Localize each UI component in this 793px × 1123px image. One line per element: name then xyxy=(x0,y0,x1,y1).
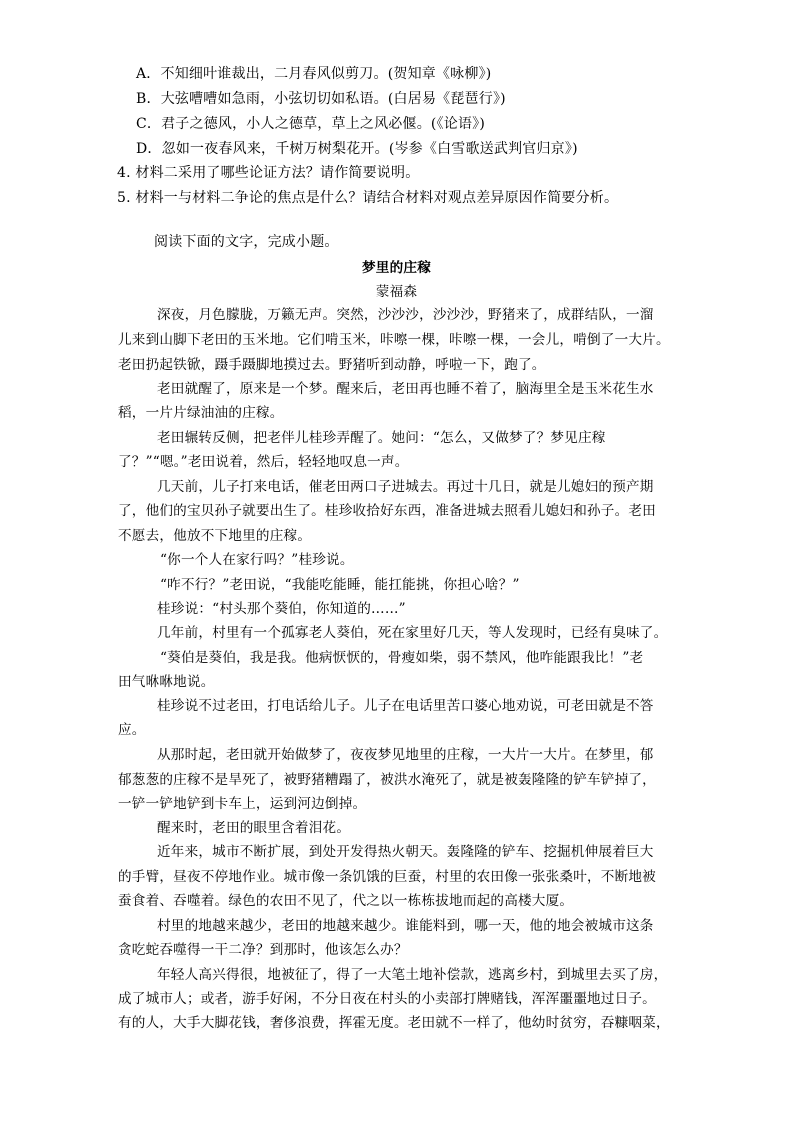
body-line: 儿来到山脚下老田的玉米地。它们啃玉米，咔嚓一棵，咔嚓一棵，一会儿，啃倒了一大片。 xyxy=(118,332,670,348)
body-line: 田气咻咻地说。 xyxy=(118,674,215,690)
body-line: 桂珍说不过老田，打电话给儿子。儿子在电话里苦口婆心地劝说，可老田就是不答 xyxy=(157,698,654,714)
body-line: 的手臂，昼夜不停地作业。城市像一条饥饿的巨蚕，村里的农田像一张张桑叶，不断地被 xyxy=(118,869,656,885)
body-line: 几年前，村里有一个孤寡老人葵伯，死在家里好几天，等人发现时，已经有臭味了。 xyxy=(157,625,668,641)
body-line: 村里的地越来越少，老田的地越来越少。谁能料到，哪一天，他的地会被城市这条 xyxy=(157,918,654,934)
body-line: 年轻人高兴得很，地被征了，得了一大笔土地补偿款，逃离乡村，到城里去买了房， xyxy=(157,967,668,983)
question-4: 4. 材料二采用了哪些论证方法？请作简要说明。 xyxy=(117,165,420,181)
body-line: 老田扔起铁锨，蹑手蹑脚地摸过去。野猪听到动静，呼啦一下，跑了。 xyxy=(118,357,546,373)
body-line: 几天前，儿子打来电话，催老田两口子进城去。再过十几日，就是儿媳妇的预产期 xyxy=(157,479,654,495)
option-b: B．大弦嘈嘈如急雨，小弦切切如私语。(白居易《琵琶行》) xyxy=(136,91,506,107)
body-line: 从那时起，老田就开始做梦了，夜夜梦见地里的庄稼，一大片一大片。在梦里，郁 xyxy=(157,747,654,763)
option-a: A．不知细叶谁裁出，二月春风似剪刀。(贺知章《咏柳》) xyxy=(136,66,492,82)
body-line: 深夜，月色朦胧，万籁无声。突然，沙沙沙，沙沙沙，野猪来了，成群结队，一溜 xyxy=(157,307,654,323)
body-line: 桂珍说：“村头那个葵伯，你知道的……” xyxy=(157,601,406,617)
body-line: 贪吃蛇吞噬得一干二净？到那时，他该怎么办？ xyxy=(118,942,408,958)
body-line: 成了城市人；或者，游手好闲，不分日夜在村头的小卖部打牌赌钱，浑浑噩噩地过日子。 xyxy=(118,991,656,1007)
body-line: 蚕食着、吞噬着。绿色的农田不见了，代之以一栋栋拔地而起的高楼大厦。 xyxy=(118,893,574,909)
story-title: 梦里的庄稼 xyxy=(362,260,431,276)
body-line: 一铲一铲地铲到卡车上，运到河边倒掉。 xyxy=(118,796,367,812)
question-5: 5. 材料一与材料二争论的焦点是什么？请结合材料对观点差异原因作简要分析。 xyxy=(117,190,619,206)
option-d: D．忽如一夜春风来，千树万树梨花开。(岑参《白雪歌送武判官归京》) xyxy=(136,141,578,157)
story-author: 蒙福森 xyxy=(375,284,418,300)
body-line: “葵伯是葵伯，我是我。他病恹恹的，骨瘦如柴，弱不禁风，他咋能跟我比！”老 xyxy=(160,650,644,666)
body-line: 老田就醒了，原来是一个梦。醒来后，老田再也睡不着了，脑海里全是玉米花生水 xyxy=(157,381,654,397)
body-line: “咋不行？”老田说，“我能吃能睡，能扛能挑，你担心啥？” xyxy=(160,577,520,593)
body-line: 近年来，城市不断扩展，到处开发得热火朝天。轰隆隆的铲车、挖掘机伸展着巨大 xyxy=(157,844,654,860)
body-line: 不愿去，他放不下地里的庄稼。 xyxy=(118,528,312,544)
body-line: 了？”“嗯。”老田说着，然后，轻轻地叹息一声。 xyxy=(118,454,409,470)
body-line: 老田辗转反侧，把老伴儿桂珍弄醒了。她问：“怎么，又做梦了？梦见庄稼 xyxy=(157,430,606,446)
body-line: 郁葱葱的庄稼不是旱死了，被野猪糟蹋了，被洪水淹死了，就是被轰隆隆的铲车铲掉了， xyxy=(118,772,656,788)
body-line: 应。 xyxy=(118,722,146,738)
body-line: 了，他们的宝贝孙子就要出生了。桂珍收拾好东西，准备进城去照看儿媳妇和孙子。老田 xyxy=(118,503,656,519)
option-c: C．君子之德风，小人之德草，草上之风必偃。(《论语》) xyxy=(136,116,486,132)
body-line: 稻，一片片绿油油的庄稼。 xyxy=(118,405,284,421)
body-line: 醒来时，老田的眼里含着泪花。 xyxy=(157,820,351,836)
body-line: “你一个人在家行吗？”桂珍说。 xyxy=(160,552,354,568)
reading-instruction: 阅读下面的文字，完成小题。 xyxy=(154,234,339,250)
body-line: 有的人，大手大脚花钱，奢侈浪费，挥霍无度。老田就不一样了，他幼时贫穷，吞糠咽菜， xyxy=(118,1015,670,1031)
